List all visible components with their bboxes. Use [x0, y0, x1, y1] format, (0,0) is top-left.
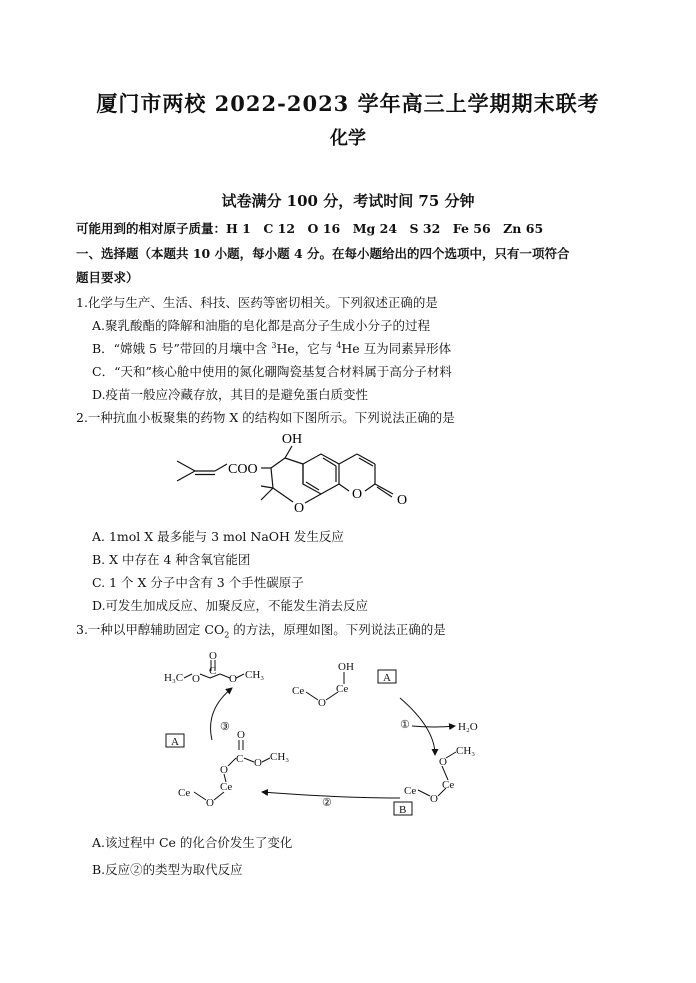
ce-label-4: Ce — [442, 779, 455, 791]
ce-label-3: Ce — [404, 785, 417, 797]
ce-label-6: Ce — [220, 781, 233, 793]
question-3-option-a: A.该过程中 Ce 的化合价发生了变化 — [92, 835, 293, 850]
option-b-text-2: He，它与 — [276, 341, 337, 356]
exam-note: 试卷满分 100 分，考试时间 75 分钟 — [221, 192, 475, 210]
ester-o2-label: O — [254, 757, 262, 769]
reagent-box-b: B — [399, 804, 407, 816]
exam-subject: 化学 — [330, 128, 366, 149]
option-b-text-1: B．“嫦娥 5 号”带回的月壤中含 — [92, 341, 272, 356]
carbonyl-oxygen-label: O — [396, 493, 408, 508]
co2-subscript: 2 — [224, 630, 230, 640]
section-heading-line2: 题目要求） — [76, 270, 139, 285]
molecule-x-structure — [165, 428, 435, 520]
bridge-o-label-2: O — [430, 793, 438, 805]
ce-label-1: Ce — [292, 685, 305, 697]
stem-text-1: 3.一种以甲醇辅助固定 CO — [76, 622, 225, 637]
reagent-box-a-top: A — [383, 672, 391, 684]
question-1-option-d: D.疫苗一般应冷藏存放，其目的是避免蛋白质变性 — [92, 387, 369, 402]
ester-ch3-label: CH₃ — [270, 751, 290, 763]
question-2-option-c: C. 1 个 X 分子中含有 3 个手性碳原子 — [92, 575, 304, 590]
option-b-text-3: He 互为同素异形体 — [341, 341, 452, 356]
step-3-label: ③ — [220, 721, 230, 733]
question-2-option-b: B. X 中存在 4 种含氧官能团 — [92, 552, 251, 567]
bridge-o-label-1: O — [318, 697, 326, 709]
lactone-oxygen-label: O — [351, 487, 363, 502]
question-2-option-d: D.可发生加成反应、加聚反应，不能发生消去反应 — [92, 598, 369, 613]
question-3-option-b: B.反应②的类型为取代反应 — [92, 862, 243, 877]
isotope-mass-3: 3 — [271, 340, 277, 350]
question-1-option-a: A.聚乳酸酯的降解和油脂的皂化都是高分子生成小分子的过程 — [92, 318, 431, 333]
question-2-stem: 2.一种抗血小板聚集的药物 X 的结构如下图所示。下列说法正确的是 — [76, 410, 455, 425]
section-heading-line1: 一、选择题（本题共 10 小题，每小题 4 分。在每小题给出的四个选项中，只有一项符合 — [76, 246, 570, 261]
ring-oxygen-label: O — [293, 501, 305, 516]
ce-label-2: Ce — [336, 683, 349, 695]
hydroxyl-label: OH — [281, 432, 303, 447]
question-2-option-a: A. 1mol X 最多能与 3 mol NaOH 发生反应 — [92, 529, 344, 544]
co2-fixation-cycle-diagram — [150, 640, 510, 825]
carbonate-c-label: C — [209, 665, 217, 677]
question-3-stem — [76, 620, 446, 640]
ester-coo-label: COO — [228, 462, 258, 477]
question-1-option-c: C．“天和”核心舱中使用的氮化硼陶瓷基复合材料属于高分子材料 — [92, 364, 452, 379]
carbonate-o2-label: O — [229, 673, 237, 685]
isotope-mass-4: 4 — [336, 340, 342, 350]
carbonate-o1-label: O — [192, 673, 200, 685]
ester-o-top-label: O — [237, 729, 245, 741]
exam-title: 厦门市两校 2022-2023 学年高三上学期期末联考 — [96, 91, 600, 116]
ester-c-label: C — [236, 753, 244, 765]
methoxy-ch3-label: CH₃ — [456, 745, 476, 757]
step-2-label: ② — [322, 797, 332, 809]
methyl-left-label: H₃C — [164, 672, 184, 684]
question-1-stem: 1.化学与生产、生活、科技、医药等密切相关。下列叙述正确的是 — [76, 295, 438, 310]
stem-text-2: 的方法，原理如图。下列说法正确的是 — [229, 622, 446, 637]
water-label: H₂O — [458, 721, 478, 733]
reagent-box-a-left: A — [171, 736, 179, 748]
atomic-masses: 可能用到的相对原子质量：H 1 C 12 O 16 Mg 24 S 32 Fe 56 Zn 65 — [76, 221, 544, 236]
methyl-right-label: CH₃ — [245, 669, 265, 681]
hydroxyl-label: OH — [338, 661, 354, 673]
ester-o-label: O — [220, 764, 228, 776]
ce-label-5: Ce — [178, 787, 191, 799]
question-1-option-b — [92, 339, 451, 357]
methoxy-o-label: O — [439, 756, 447, 768]
carbonate-o-top-label: O — [209, 650, 217, 662]
step-1-label: ① — [400, 719, 410, 731]
bridge-o-label-3: O — [206, 797, 214, 809]
